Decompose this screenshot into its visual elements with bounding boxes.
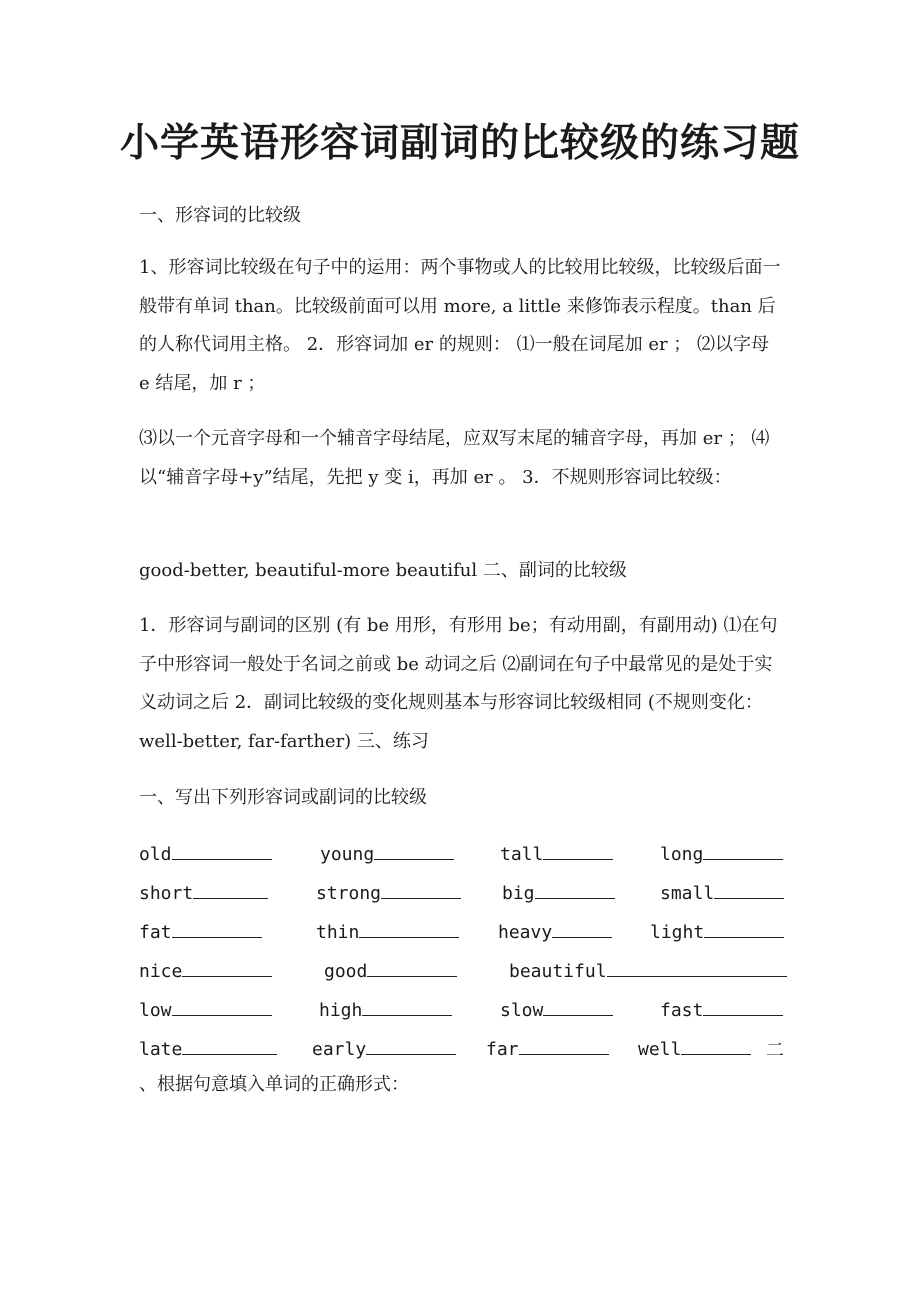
- word-row: [139, 880, 784, 910]
- answer-blank[interactable]: [381, 880, 461, 899]
- word-label: well: [638, 1039, 682, 1060]
- word-label: tall: [500, 844, 544, 865]
- word-item: [498, 919, 612, 943]
- section-number-tail: 二: [766, 1040, 784, 1061]
- word-row: [139, 919, 784, 949]
- answer-blank[interactable]: [681, 1036, 751, 1055]
- answer-blank[interactable]: [543, 841, 613, 860]
- word-label: old: [139, 844, 172, 865]
- word-item: [500, 841, 613, 865]
- answer-blank[interactable]: [607, 958, 787, 977]
- paragraph-irregular-examples: [139, 552, 784, 591]
- word-item: [139, 841, 272, 865]
- word-label: strong: [316, 883, 382, 904]
- answer-blank[interactable]: [182, 1036, 277, 1055]
- word-label: small: [660, 883, 715, 904]
- word-item: [660, 880, 784, 904]
- section-adjective-comparative-heading: [139, 197, 784, 236]
- answer-blank[interactable]: [704, 919, 784, 938]
- word-label: low: [139, 1000, 172, 1021]
- answer-blank[interactable]: [172, 997, 272, 1016]
- word-item: [139, 958, 272, 982]
- word-item: [139, 997, 272, 1021]
- answer-blank[interactable]: [552, 919, 612, 938]
- word-label: early: [312, 1039, 367, 1060]
- word-label: fast: [660, 1000, 704, 1021]
- word-item: [660, 841, 783, 865]
- word-label: thin: [316, 922, 360, 943]
- paragraph-adjective-rules: [139, 249, 784, 403]
- word-item: [486, 1036, 609, 1060]
- word-item: [319, 997, 452, 1021]
- word-label: young: [320, 844, 375, 865]
- word-label: high: [319, 1000, 363, 1021]
- word-item: [502, 880, 615, 904]
- answer-blank[interactable]: [193, 880, 268, 899]
- paragraph-adverb-rules: [139, 607, 784, 761]
- word-item: [500, 997, 613, 1021]
- answer-blank[interactable]: [374, 841, 454, 860]
- word-label: late: [139, 1039, 183, 1060]
- answer-blank[interactable]: [703, 997, 783, 1016]
- paragraph-text: 1．形容词与副词的区别 (有 be 用形，有形用 be；有动用副，有副用动) ⑴在句子中形容词一般处于名词之前或 be 动词之后 ⑵副词在句子中最常见的是处于实义动词之后 2．副词比较级的变化规则基本与形容词比较级相同 (不规则变化：well-better, far-farther) 三、练习: [139, 615, 778, 752]
- word-item: [650, 919, 784, 943]
- answer-blank[interactable]: [172, 841, 272, 860]
- word-label: short: [139, 883, 194, 904]
- word-label: long: [660, 844, 704, 865]
- word-item: [316, 919, 459, 943]
- heading-text: 一、写出下列形容词或副词的比较级: [139, 787, 427, 808]
- word-label: far: [486, 1039, 519, 1060]
- word-item: [316, 880, 461, 904]
- word-row: [139, 958, 784, 988]
- paragraph-text: good-better, beautiful-more beautiful 二、副词的比较级: [139, 560, 627, 581]
- word-label: good: [324, 961, 368, 982]
- word-item: [324, 958, 457, 982]
- word-label: heavy: [498, 922, 553, 943]
- word-label: slow: [500, 1000, 544, 1021]
- answer-blank[interactable]: [714, 880, 784, 899]
- word-row: [139, 997, 784, 1027]
- heading-text: 一、形容词的比较级: [139, 205, 301, 226]
- page-title: 小学英语形容词副词的比较级的练习题: [119, 120, 800, 166]
- word-item: [509, 958, 787, 982]
- answer-blank[interactable]: [367, 958, 457, 977]
- answer-blank[interactable]: [366, 1036, 456, 1055]
- heading-text: 、根据句意填入单词的正确形式：: [139, 1074, 409, 1095]
- word-label: fat: [139, 922, 172, 943]
- word-item: [660, 997, 783, 1021]
- answer-blank[interactable]: [359, 919, 459, 938]
- paragraph-text: 1、形容词比较级在句子中的运用：两个事物或人的比较用比较级，比较级后面一般带有单词 than。比较级前面可以用 more, a little 来修饰表示程度。than 后的人称代词用主格。 2．形容词加 er 的规则： ⑴一般在词尾加 er ； ⑵以字母 e 结尾，加 r ；: [139, 257, 781, 394]
- answer-blank[interactable]: [703, 841, 783, 860]
- word-item: [638, 1036, 751, 1060]
- paragraph-er-rules: [139, 420, 784, 497]
- answer-blank[interactable]: [172, 919, 262, 938]
- word-row: [139, 841, 784, 871]
- word-item: [320, 841, 454, 865]
- word-item: [139, 1036, 277, 1060]
- word-item: [139, 880, 268, 904]
- word-label: light: [650, 922, 705, 943]
- word-label: beautiful: [509, 961, 607, 982]
- word-label: nice: [139, 961, 183, 982]
- word-item: [312, 1036, 456, 1060]
- answer-blank[interactable]: [362, 997, 452, 1016]
- word-label: big: [502, 883, 535, 904]
- paragraph-text: ⑶以一个元音字母和一个辅音字母结尾，应双写末尾的辅音字母，再加 er ； ⑷以“辅音字母+y”结尾，先把 y 变 i，再加 er 。 3．不规则形容词比较级：: [139, 428, 770, 488]
- word-item: [139, 919, 262, 943]
- answer-blank[interactable]: [543, 997, 613, 1016]
- word-row: [139, 1036, 784, 1066]
- exercise-2-heading: [139, 1066, 784, 1105]
- answer-blank[interactable]: [535, 880, 615, 899]
- answer-blank[interactable]: [519, 1036, 609, 1055]
- answer-blank[interactable]: [182, 958, 272, 977]
- exercise-1-heading: [139, 779, 784, 818]
